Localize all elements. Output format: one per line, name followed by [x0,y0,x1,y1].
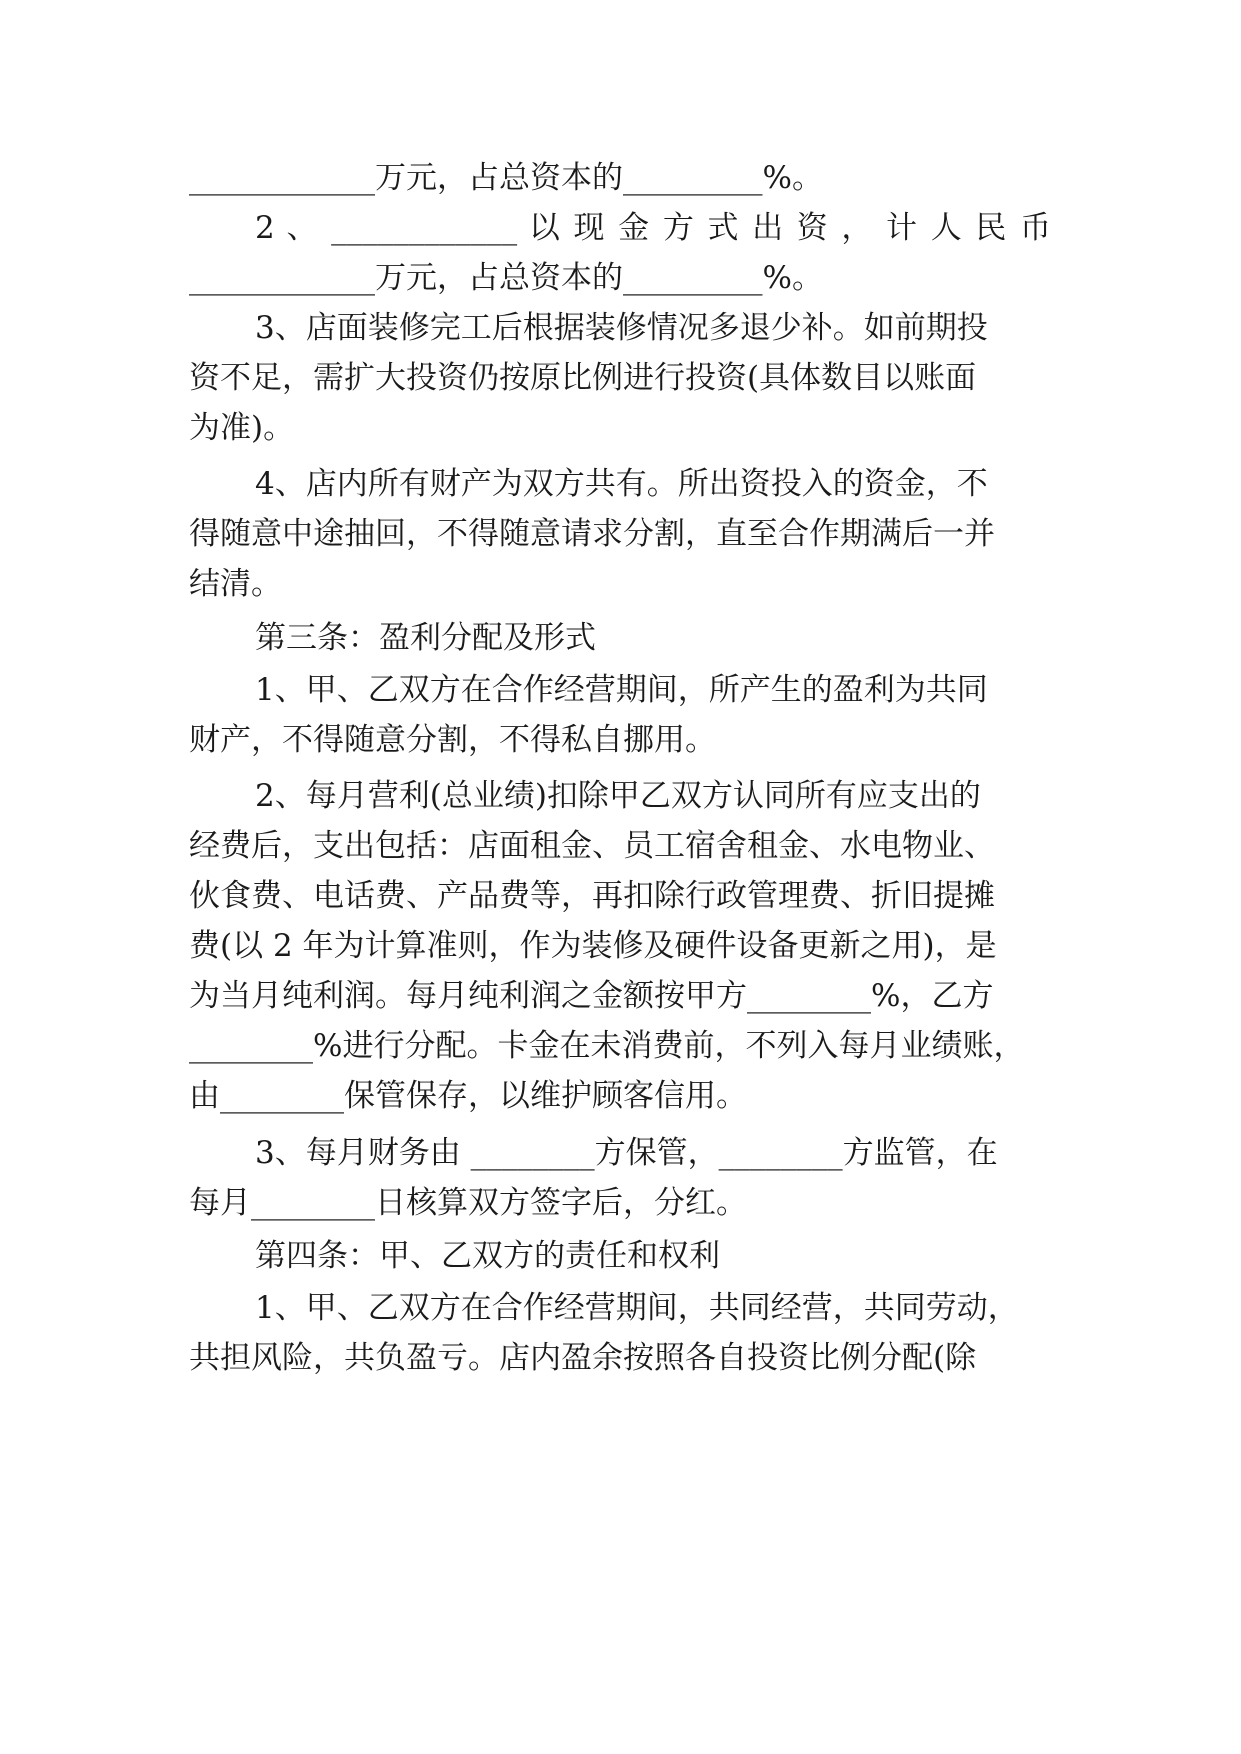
text-line: 资不足，需扩大投资仍按原比例进行投资(具体数目以账面 [189,360,977,396]
text-line: 得随意中途抽回，不得随意请求分割，直至合作期满后一并 [189,516,995,552]
text-line: 2、每月营利(总业绩)扣除甲乙双方认同所有应支出的 [255,778,981,814]
text-line: 4、店内所有财产为双方共有。所出资投入的资金，不 [255,466,988,502]
text-line: 3、每月财务由 ________方保管，________方监管，在 [255,1135,998,1171]
text-line: 1、甲、乙双方在合作经营期间，所产生的盈利为共同 [255,672,988,708]
text-line: ____________万元，占总资本的_________%。 [189,160,823,196]
text-line: 3、店面装修完工后根据装修情况多退少补。如前期投 [255,310,988,346]
text-line: 为准)。 [189,410,295,446]
text-line: 经费后，支出包括：店面租金、员工宿舍租金、水电物业、 [189,828,995,864]
text-line: 由________保管保存，以维护顾客信用。 [189,1078,747,1114]
text-line: 1、甲、乙双方在合作经营期间，共同经营，共同劳动， [255,1290,1019,1326]
text-line: 每月________日核算双方签字后，分红。 [189,1185,747,1221]
text-line: 结清。 [189,566,282,602]
text-line: 伙食费、电话费、产品费等，再扣除行政管理费、折旧提摊 [189,878,995,914]
text-line: 2 、 ____________ 以 现 金 方 式 出 资 ， 计 人 民 币 [255,210,1051,246]
section-heading: 第三条：盈利分配及形式 [255,620,596,656]
text-line: 为当月纯利润。每月纯利润之金额按甲方________%，乙方 [189,978,994,1014]
text-line: 费(以 2 年为计算准则，作为装修及硬件设备更新之用)，是 [189,928,997,964]
text-line: ________%进行分配。卡金在未消费前，不列入每月业绩账， [189,1028,1025,1064]
section-heading: 第四条：甲、乙双方的责任和权利 [255,1238,720,1274]
text-line: 财产，不得随意分割，不得私自挪用。 [189,722,716,758]
text-line: ____________万元，占总资本的_________%。 [189,260,823,296]
text-line: 共担风险，共负盈亏。店内盈余按照各自投资比例分配(除 [189,1340,977,1376]
